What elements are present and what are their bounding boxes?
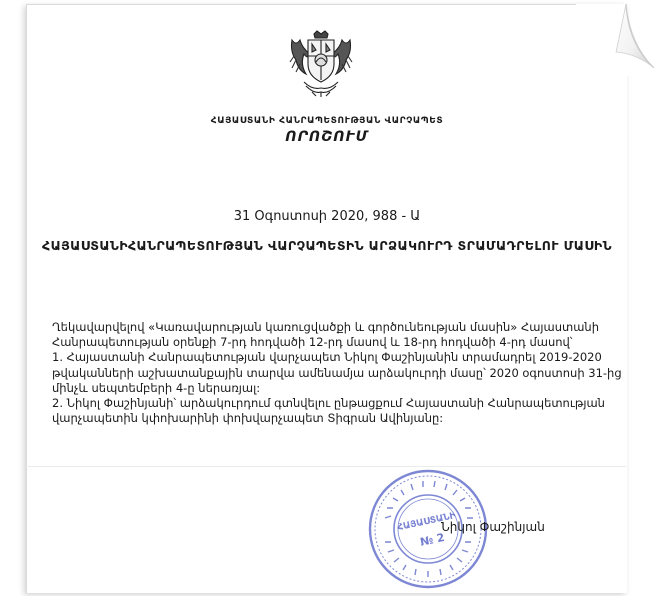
armenia-coat-of-arms-icon <box>286 30 356 98</box>
seal-number: № 2 <box>418 530 446 549</box>
document-type: ՈՐՈՇՈՒՄ <box>285 129 369 145</box>
decision-heading: ՀԱՅԱՍՏԱՆԻՀԱՆՐԱՊԵՏՈՒԹՅԱՆ ՎԱՐՉԱՊԵՏԻՆ ԱՐՁԱԿՈՒՐԴ ՏՐԱՄԱԴՐԵԼՈՒ ՄԱՍԻՆ <box>42 238 612 253</box>
government-title: ՀԱՅԱՍՏԱՆԻ ՀԱՆՐԱՊԵՏՈՒԹՅԱՆ ՎԱՐՉԱՊԵՏ <box>210 116 444 126</box>
body-line: թվականների աշխատանքային տարվա ամենամյա արձակուրդի մասը՝ 2020 օգոստոսի 31-ից <box>52 365 622 380</box>
page-curl-icon <box>576 4 654 76</box>
signature-name: Նիկոլ Փաշինյան <box>441 520 545 534</box>
decision-body <box>52 320 622 426</box>
page-divider <box>26 466 626 467</box>
body-line: Ղեկավարվելով «Կառավարության կառուցվածքի և գործունեության մասին» Հայաստանի <box>52 320 599 334</box>
decision-date-number: 31 Օգոստոսի 2020, 988 - Ա <box>233 209 421 224</box>
body-line: մինչև սեպտեմբերի 4-ը ներառյալ: <box>52 380 261 395</box>
body-line: Հանրապետության օրենքի 7-րդ հոդվածի 12-րդ մասով և 18-րդ հոդվածի 4-րդ մասով՝ <box>52 335 573 350</box>
body-line: 2. Նիկոլ Փաշինյանի՝ արձակուրդում գտնվելու ընթացքում Հայաստանի Հանրապետության <box>52 396 605 411</box>
body-line: վարչապետին կփոխարինի փոխվարչապետ Տիգրան Ավինյանը: <box>52 411 444 426</box>
body-line: 1. Հայաստանի Հանրապետության վարչապետ Նիկոլ Փաշինյանին տրամադրել 2019-2020 <box>52 350 602 365</box>
seal-inner-text: ՀԱՅԱՍՏԱՆԻ <box>396 511 457 534</box>
